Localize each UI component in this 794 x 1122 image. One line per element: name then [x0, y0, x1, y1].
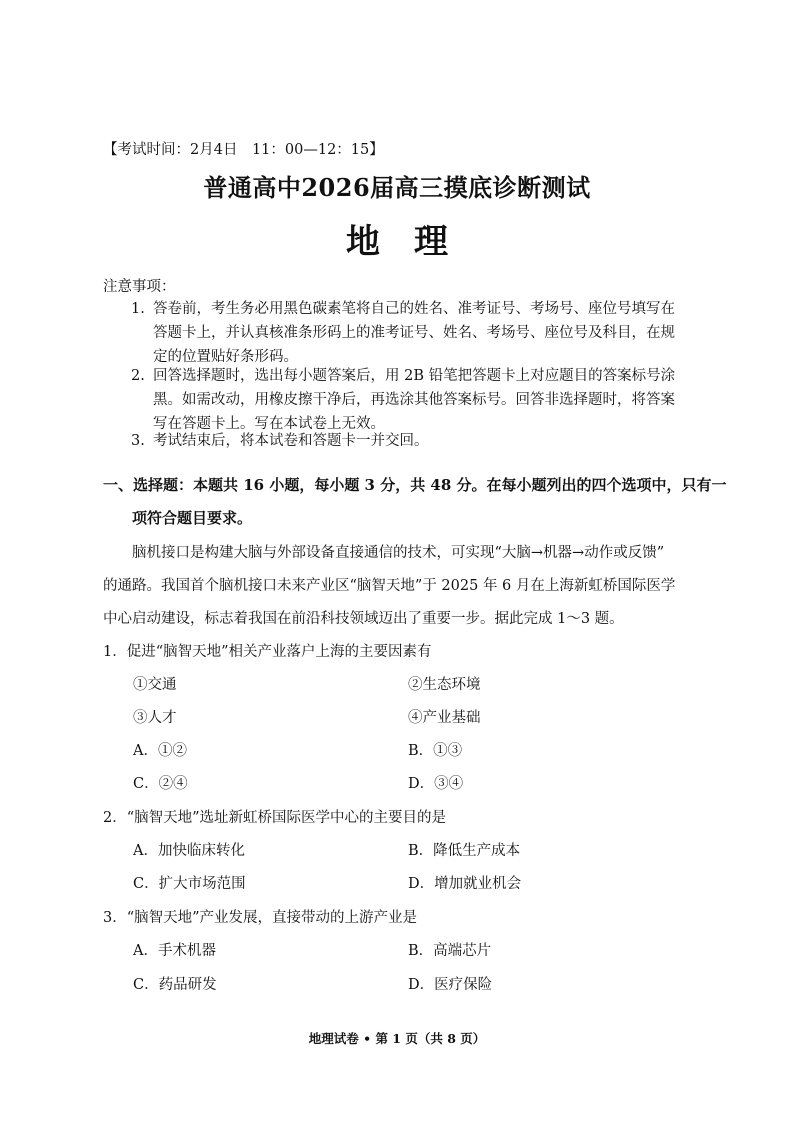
q2-option-c: C．扩大市场范围	[133, 876, 246, 892]
note-number: 3.	[131, 433, 145, 449]
q3-option-d: D．医疗保险	[408, 977, 493, 993]
note-text: 答题卡上，并认真核准条形码上的准考证号、姓名、考场号、座位号及科目，在规	[153, 325, 675, 341]
note-number: 1.	[131, 301, 145, 317]
note-item-1	[131, 297, 691, 369]
subject-title: 地理	[346, 222, 482, 262]
section-title: 一、选择题：本题共 16 小题，每小题 3 分，共 48 分。在每小题列出的四个选项中，只有一	[103, 476, 727, 494]
q1-option-b: B．①③	[408, 743, 463, 759]
q3-option-c: C．药品研发	[133, 977, 217, 993]
question-2-stem: 2．“脑智天地”选址新虹桥国际医学中心的主要目的是	[103, 810, 447, 826]
q3-option-b: B．高端芯片	[408, 943, 492, 959]
note-text: 考试结束后，将本试卷和答题卡一并交回。	[153, 433, 429, 449]
material-line-1: 脑机接口是构建大脑与外部设备直接通信的技术，可实现“大脑→机器→动作或反馈”	[132, 545, 665, 561]
q2-option-a: A．加快临床转化	[133, 843, 245, 859]
q1-option-a: A．①②	[133, 743, 187, 759]
note-item-2	[131, 364, 691, 436]
q3-option-a: A．手术机器	[133, 943, 216, 959]
q2-option-b: B．降低生产成本	[408, 843, 521, 859]
q1-factor-2: ②生态环境	[408, 677, 481, 693]
q1-option-c: C．②④	[133, 776, 188, 792]
exam-time: 【考试时间：2月4日 11：00—12：15】	[103, 142, 384, 158]
section-title-cont: 项符合题目要求。	[132, 509, 253, 527]
q1-factor-4: ④产业基础	[408, 710, 481, 726]
q1-factor-3: ③人才	[133, 710, 177, 726]
note-text: 回答选择题时，选出每小题答案后，用 2B 铅笔把答题卡上对应题目的答案标号涂	[153, 368, 676, 384]
notes-heading: 注意事项：	[103, 279, 176, 295]
material-line-2: 的通路。我国首个脑机接口未来产业区“脑智天地”于 2025 年 6 月在上海新虹桥国际医学	[103, 578, 676, 594]
note-text: 定的位置贴好条形码。	[153, 349, 298, 365]
note-text: 答卷前，考生务必用黑色碳素笔将自己的姓名、准考证号、考场号、座位号填写在	[153, 301, 675, 317]
q1-option-d: D．③④	[408, 776, 464, 792]
q2-option-d: D．增加就业机会	[408, 876, 522, 892]
note-text: 黑。如需改动，用橡皮擦干净后，再选涂其他答案标号。回答非选择题时，将答案	[153, 392, 675, 408]
question-3-stem: 3．“脑智天地”产业发展，直接带动的上游产业是	[103, 910, 418, 926]
q1-factor-1: ①交通	[133, 677, 177, 693]
page-footer: 地理试卷 • 第 1 页（共 8 页）	[308, 1031, 486, 1046]
material-line-3: 中心启动建设，标志着我国在前沿科技领域迈出了重要一步。据此完成 1～3 题。	[103, 611, 624, 627]
question-1-stem: 1．促进“脑智天地”相关产业落户上海的主要因素有	[103, 644, 432, 660]
exam-title: 普通高中2026届高三摸底诊断测试	[203, 173, 591, 202]
note-number: 2.	[131, 368, 145, 384]
note-text: 写在答题卡上。写在本试卷上无效。	[153, 416, 385, 432]
note-item-3	[131, 429, 691, 453]
